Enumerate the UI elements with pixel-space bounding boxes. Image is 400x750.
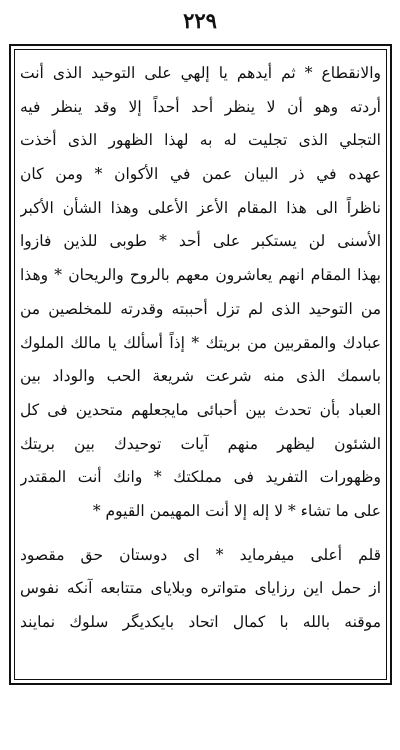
text-line: عبادك والمقربين من بريتك * إذاً أسألك يا مالك الملوك xyxy=(20,333,381,352)
text-line: التجلي الذى تجليت له به لهذا الظهور الذى أخذت xyxy=(20,131,381,150)
text-line: باسمك الذى منه شرعت شريعة الحب والوداد بين xyxy=(20,367,381,386)
text-line: أردته وهو أن لا ينظر أحد أحداً إلا وقد ينظر فيه xyxy=(20,97,381,116)
text-line: بهذا المقام انهم يعاشرون معهم بالروح والريحان * وهذا xyxy=(20,266,381,285)
text-line-persian: موقنه بالله با كمال اتحاد بايكديگر سلوك نمايند xyxy=(20,613,381,631)
text-line: والانقطاع * ثم أيدهم يا إلهي على التوحيد الذى أنت xyxy=(20,64,381,82)
page-text-block xyxy=(20,57,381,640)
text-line-persian: قلم أعلى ميفرمايد * اى دوستان حق مقصود xyxy=(20,545,381,564)
page-number: ٢٢٩ xyxy=(183,8,217,33)
text-line: عهده في ذر البيان عمن في الأكوان * ومن كان xyxy=(20,165,381,184)
text-line: الشئون ليظهر منهم آيات توحيدك بين بريتك xyxy=(20,434,381,453)
text-line-persian: از حمل اين رزايای متواتره وبلايای متتابعه آنكه نفوس xyxy=(20,579,381,598)
text-line: على ما تشاء * لا إله إلا أنت المهيمن القيوم * xyxy=(92,501,381,520)
text-line: وظهورات التفريد فى مملكتك * وانك أنت المقتدر xyxy=(20,468,381,487)
text-line: من التوحيد الذى لم تزل أحببته وقدرته للمخلصين من xyxy=(20,299,381,318)
text-line: العباد بأن تحدث بين أحبائى مايجعلهم متحدين فى كل xyxy=(20,400,381,419)
text-line: ناظراً الى هذا المقام الأعز الأعلى وهذا الشأن الأكبر xyxy=(20,198,381,217)
text-line: الأسنى لن يستكبر على أحد * طوبى للذين فازوا xyxy=(20,232,381,251)
